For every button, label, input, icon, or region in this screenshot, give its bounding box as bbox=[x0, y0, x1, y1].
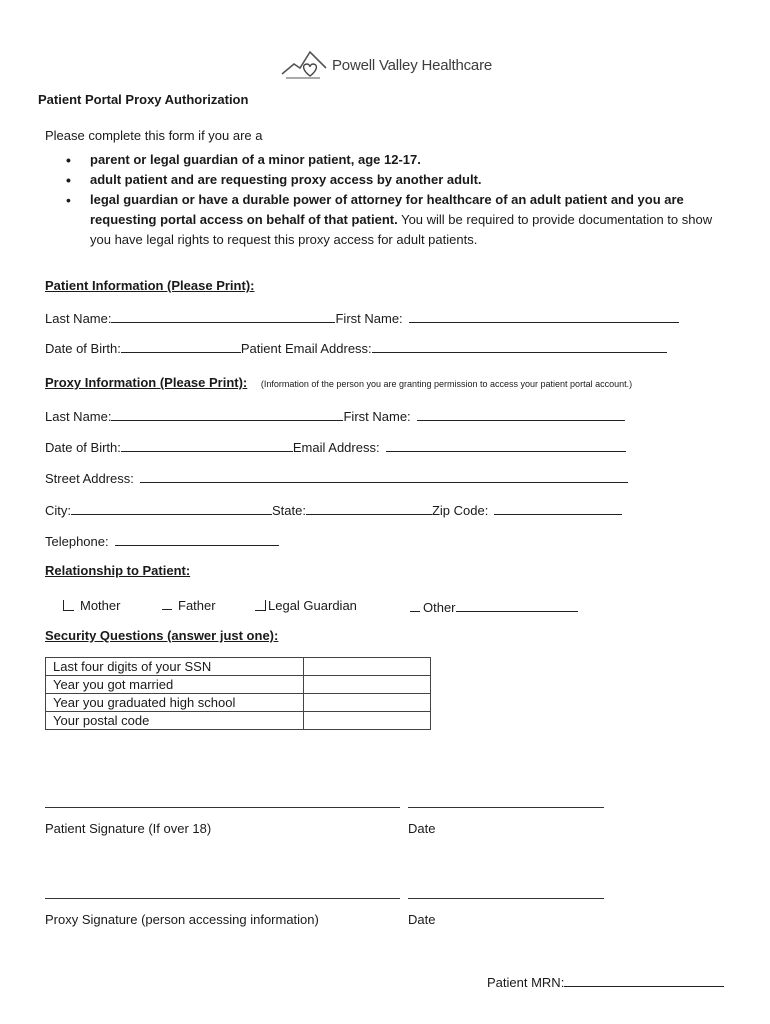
other-checkbox[interactable] bbox=[410, 602, 420, 612]
list-item-bold: legal guardian or have a durable power of attorney for healthcare of an adult patient and you are requesting portal access on behalf of that patient. bbox=[90, 192, 684, 227]
patient-email-field[interactable] bbox=[372, 339, 667, 353]
other-relationship-field[interactable] bbox=[456, 598, 578, 612]
proxy-email-field[interactable] bbox=[386, 438, 626, 452]
intro-text: Please complete this form if you are a bbox=[45, 128, 263, 143]
proxy-last-name-field[interactable] bbox=[111, 407, 343, 421]
proxy-dob-field[interactable] bbox=[121, 438, 293, 452]
mountain-heart-icon bbox=[280, 48, 328, 82]
table-row bbox=[46, 658, 431, 676]
organization-logo bbox=[280, 48, 492, 82]
security-questions-table bbox=[45, 657, 431, 730]
proxy-state-field[interactable] bbox=[306, 501, 432, 515]
patient-dob-row bbox=[45, 339, 667, 356]
mother-checkbox[interactable] bbox=[63, 600, 74, 611]
relationship-other[interactable] bbox=[410, 598, 578, 615]
list-item: • adult patient and are requesting proxy access by another adult. bbox=[62, 170, 722, 190]
proxy-telephone-row bbox=[45, 532, 279, 549]
proxy-city-field[interactable] bbox=[71, 501, 272, 515]
father-label: Father bbox=[178, 598, 216, 613]
proxy-date-label: Date bbox=[408, 912, 436, 927]
proxy-info-note: (Information of the person you are granting permission to access your patient portal account.) bbox=[260, 379, 633, 389]
proxy-city-row bbox=[45, 501, 622, 518]
patient-last-name-field[interactable] bbox=[111, 309, 335, 323]
state-label: State: bbox=[272, 503, 306, 518]
table-row bbox=[46, 676, 431, 694]
proxy-street-row bbox=[45, 469, 628, 486]
list-item bbox=[62, 190, 722, 250]
other-label: Other bbox=[423, 600, 456, 615]
mother-label: Mother bbox=[80, 598, 121, 613]
list-item-rest: You will be required to provide documentation to show you have legal rights to request this proxy access for adult patients. bbox=[90, 212, 713, 247]
father-checkbox[interactable] bbox=[162, 600, 172, 610]
last-name-label: Last Name: bbox=[45, 311, 112, 326]
table-row bbox=[46, 712, 431, 730]
patient-date-line[interactable] bbox=[408, 807, 604, 808]
first-name-label: First Name: bbox=[343, 409, 411, 424]
guardian-checkbox[interactable] bbox=[255, 600, 266, 611]
proxy-date-line[interactable] bbox=[408, 898, 604, 899]
patient-info-heading: Patient Information (Please Print): bbox=[45, 278, 255, 293]
logo-text: Powell Valley Healthcare bbox=[332, 56, 493, 74]
list-item: • parent or legal guardian of a minor patient, age 12-17. bbox=[62, 150, 722, 170]
street-label: Street Address: bbox=[45, 471, 134, 486]
mrn-label: Patient MRN: bbox=[487, 975, 565, 990]
answer-married-field[interactable] bbox=[304, 676, 431, 694]
telephone-label: Telephone: bbox=[45, 534, 109, 549]
answer-graduated-field[interactable] bbox=[304, 694, 431, 712]
proxy-email-label: Email Address: bbox=[292, 440, 380, 455]
proxy-first-name-field[interactable] bbox=[417, 407, 625, 421]
question-postal: Your postal code bbox=[46, 712, 304, 730]
page-title: Patient Portal Proxy Authorization bbox=[38, 92, 249, 107]
dob-label: Date of Birth: bbox=[45, 440, 121, 455]
last-name-label: Last Name: bbox=[45, 409, 112, 424]
proxy-street-field[interactable] bbox=[140, 469, 628, 483]
patient-signature-line[interactable] bbox=[45, 807, 400, 808]
patient-date-label: Date bbox=[408, 821, 436, 836]
zip-label: Zip Code: bbox=[431, 503, 489, 518]
proxy-info-header bbox=[45, 375, 632, 390]
dob-label: Date of Birth: bbox=[45, 341, 121, 356]
question-married: Year you got married bbox=[46, 676, 304, 694]
proxy-signature-label: Proxy Signature (person accessing information) bbox=[45, 912, 319, 927]
patient-signature-label: Patient Signature (If over 18) bbox=[45, 821, 212, 836]
proxy-zip-field[interactable] bbox=[494, 501, 622, 515]
eligibility-list bbox=[62, 150, 722, 250]
relationship-guardian[interactable] bbox=[255, 598, 357, 613]
proxy-dob-row bbox=[45, 438, 626, 455]
proxy-name-row bbox=[45, 407, 625, 424]
city-label: City: bbox=[45, 503, 71, 518]
answer-ssn-field[interactable] bbox=[304, 658, 431, 676]
question-graduated: Year you graduated high school bbox=[46, 694, 304, 712]
security-heading: Security Questions (answer just one): bbox=[45, 628, 279, 643]
mrn-field[interactable] bbox=[564, 973, 724, 987]
first-name-label: First Name: bbox=[335, 311, 403, 326]
mrn-row bbox=[487, 973, 724, 990]
patient-first-name-field[interactable] bbox=[409, 309, 679, 323]
answer-postal-field[interactable] bbox=[304, 712, 431, 730]
relationship-heading: Relationship to Patient: bbox=[45, 563, 191, 578]
proxy-signature-line[interactable] bbox=[45, 898, 400, 899]
table-row bbox=[46, 694, 431, 712]
patient-email-label: Patient Email Address: bbox=[240, 341, 372, 356]
question-ssn: Last four digits of your SSN bbox=[46, 658, 304, 676]
relationship-mother[interactable] bbox=[63, 598, 120, 613]
patient-name-row bbox=[45, 309, 679, 326]
proxy-info-heading: Proxy Information (Please Print): bbox=[45, 375, 248, 390]
guardian-label: Legal Guardian bbox=[268, 598, 357, 613]
patient-dob-field[interactable] bbox=[121, 339, 241, 353]
proxy-telephone-field[interactable] bbox=[115, 532, 279, 546]
relationship-father[interactable] bbox=[162, 598, 216, 613]
